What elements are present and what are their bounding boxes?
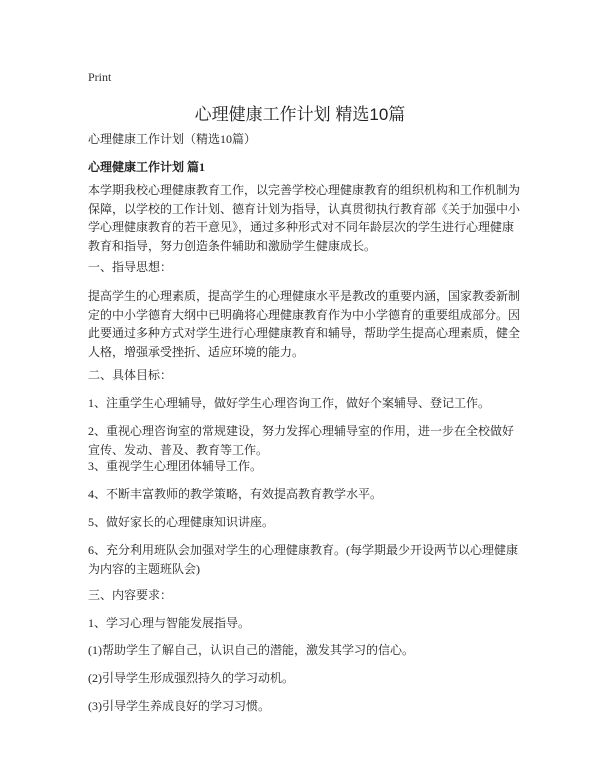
section-heading: 心理健康工作计划 篇1	[88, 160, 206, 174]
paragraph: 1、注重学生心理辅导，做好学生心理咨询工作，做好个案辅导、登记工作。	[88, 396, 491, 410]
subtitle: 心理健康工作计划（精选10篇）	[88, 132, 257, 146]
paragraph: 三、内容要求：	[88, 588, 173, 602]
paragraph: 二、具体目标：	[88, 368, 173, 382]
paragraph: (3)引导学生养成良好的学习习惯。	[88, 699, 270, 713]
paragraph: 3、重视学生心理团体辅导工作。	[88, 459, 263, 473]
paragraph: 4、不断丰富教师的教学策略，有效提高教育教学水平。	[88, 487, 383, 501]
paragraph: 本学期我校心理健康教育工作，以完善学校心理健康教育的组织机构和工作机制为保障，以学校的工作计划、德育计划为指导，认真贯彻执行教育部《关于加强中小学心理健康教育的若干意见》，通过多种形式对不同年龄层次的学生进行心理健康教育和指导，努力创造条件辅助和激励学生健康成长。	[88, 183, 521, 253]
paragraph: 1、学习心理与智能发展指导。	[88, 616, 251, 630]
page-title: 心理健康工作计划 精选10篇	[194, 105, 406, 124]
paragraph: 5、做好家长的心理健康知识讲座。	[88, 515, 275, 529]
print-link[interactable]: Print	[88, 70, 112, 84]
paragraph: 一、指导思想：	[88, 260, 173, 274]
paragraph: 提高学生的心理素质，提高学生的心理健康水平是教改的重要内涵，国家教委新制定的中小学德育大纲中已明确将心理健康教育作为中小学德育的重要组成部分。因此要通过多种方式对学生进行心理健康教育和辅导，帮助学生提高心理素质，健全人格，增强承受挫折、适应环境的能力。	[88, 289, 521, 359]
paragraph: 2、重视心理咨询室的常规建设，努力发挥心理辅导室的作用，进一步在全校做好宣传、发动、普及、教育等工作。	[88, 424, 515, 457]
paragraph: (1)帮助学生了解自己，认识自己的潜能，激发其学习的信心。	[88, 643, 414, 657]
paragraph: 6、充分利用班队会加强对学生的心理健康教育。(每学期最少开设两节以心理健康为内容的主题班队会)	[88, 543, 518, 576]
paragraph: (2)引导学生形成强烈持久的学习动机。	[88, 671, 294, 685]
